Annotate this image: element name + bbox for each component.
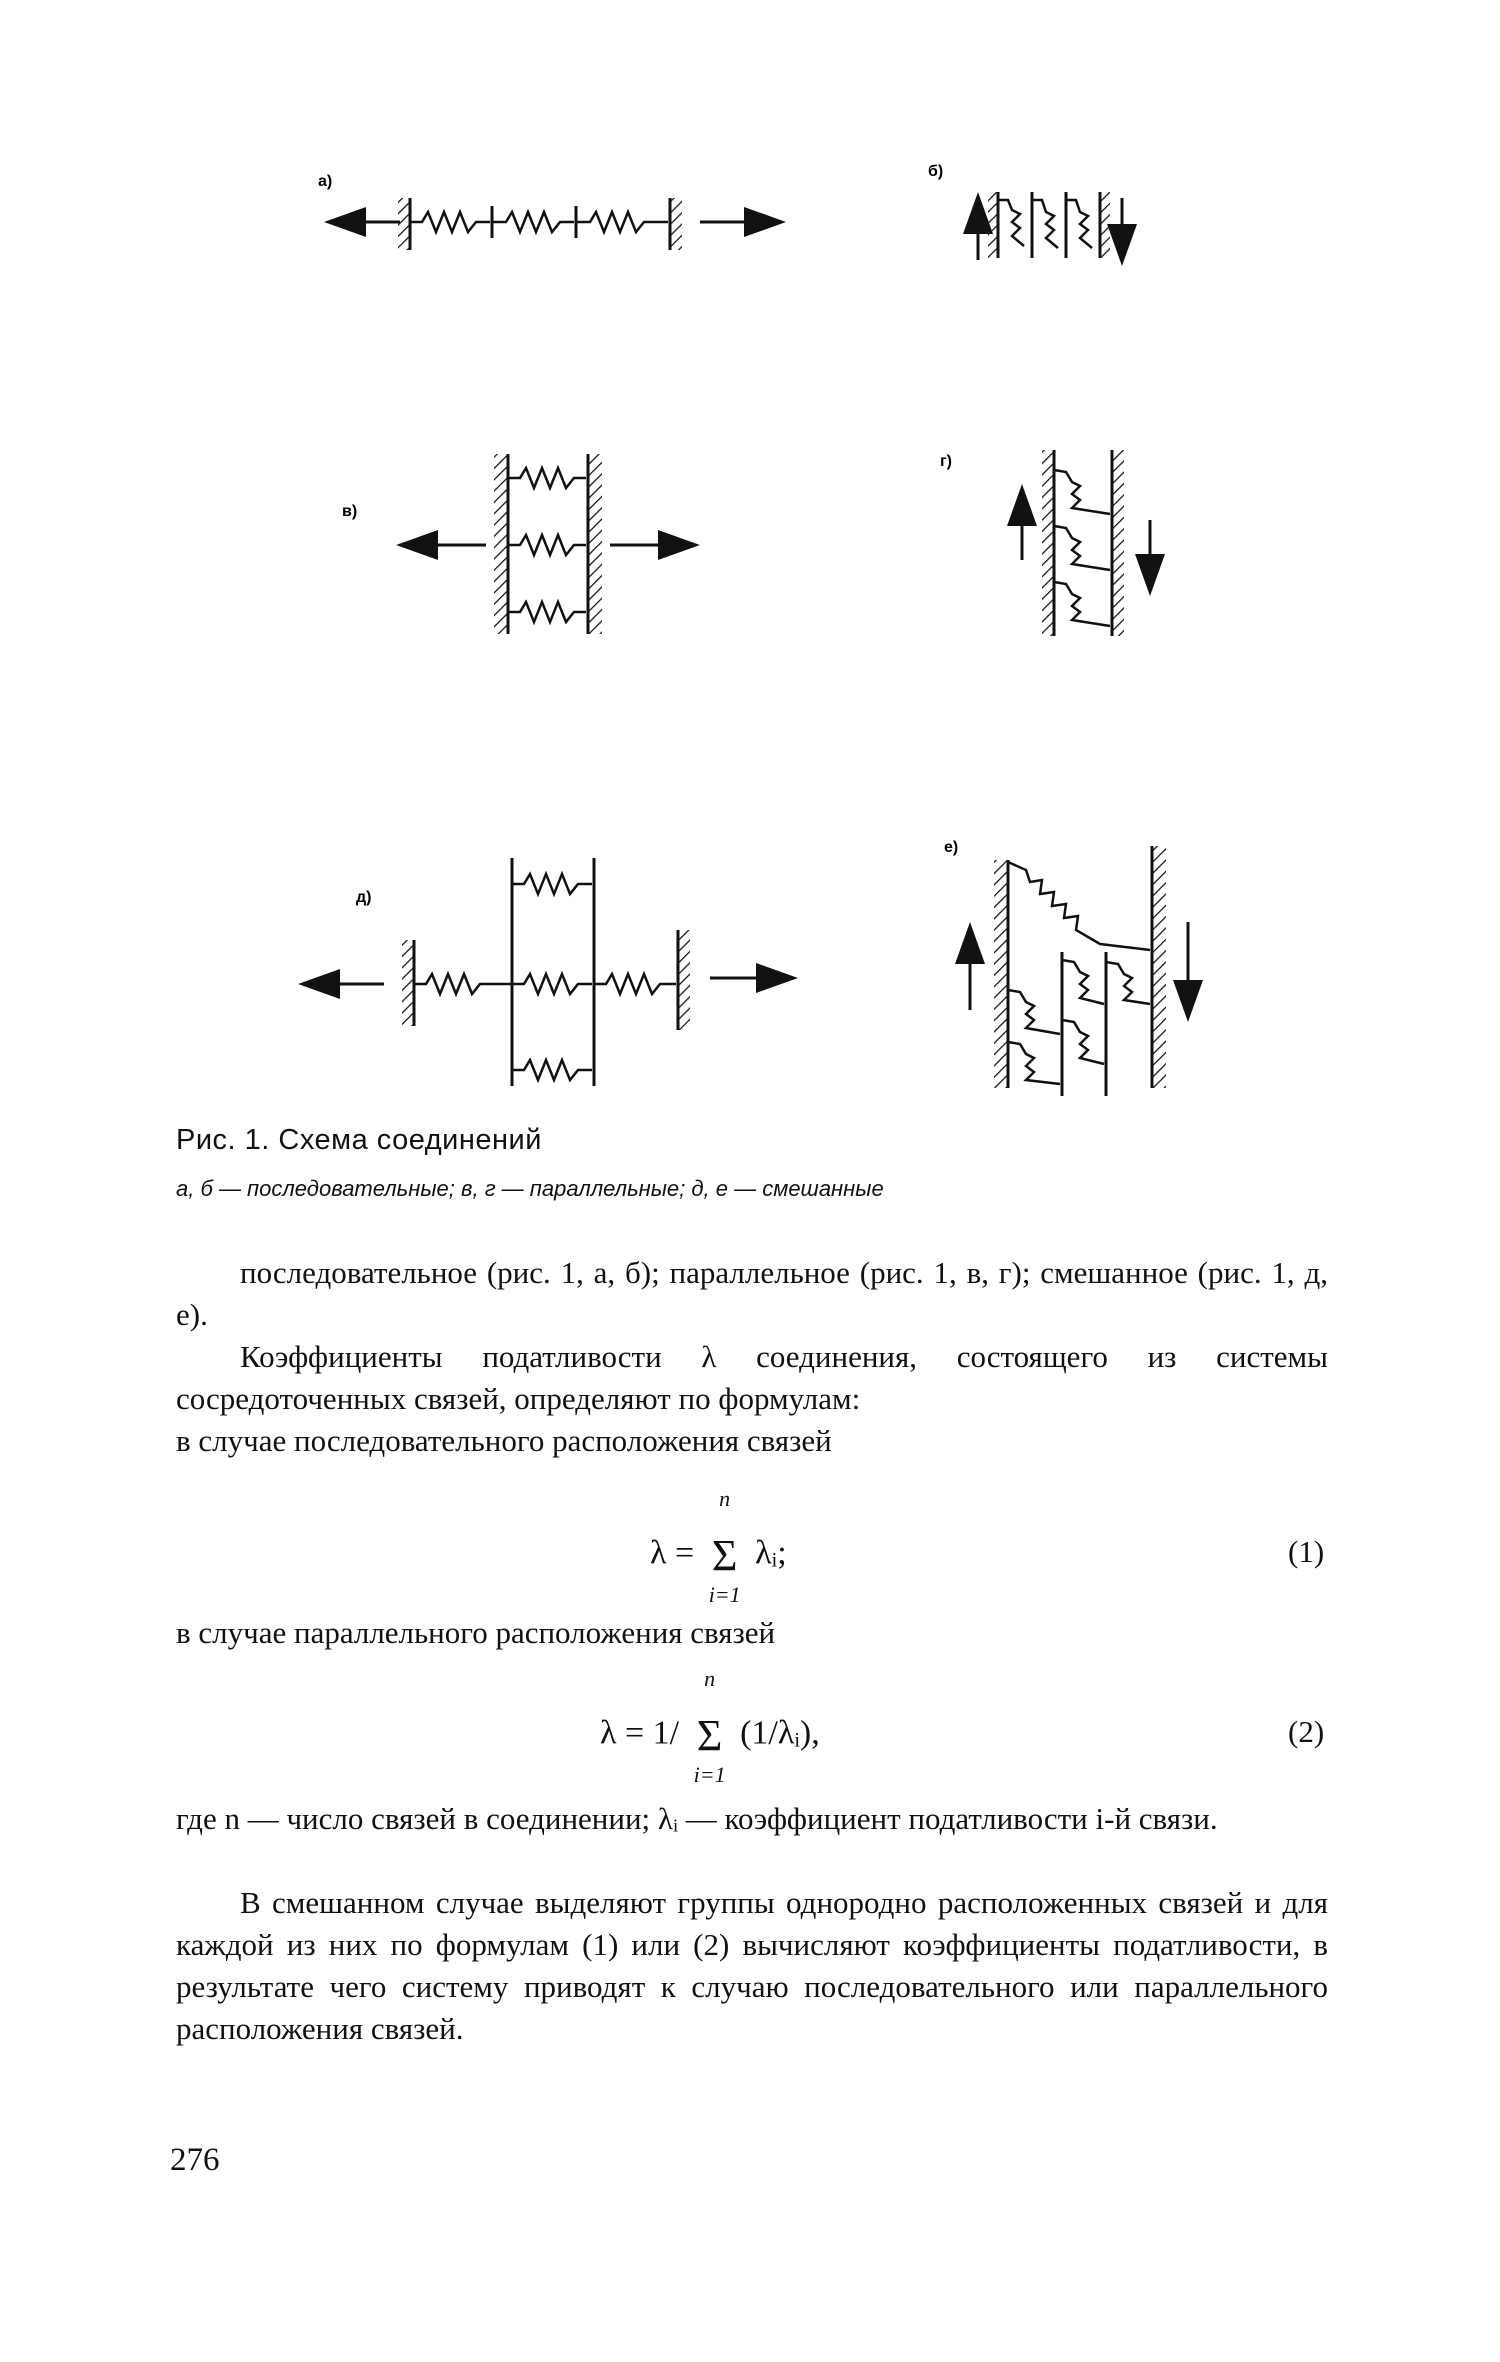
formula-2 xyxy=(600,1666,820,1787)
figure-connection-schemes xyxy=(0,0,1500,1120)
panel-d-mixed-horizontal xyxy=(304,858,792,1086)
panel-label-v: в) xyxy=(342,503,358,520)
formula-2-lhs: λ = 1/ xyxy=(600,1714,680,1752)
paragraph-3: в случае последовательного расположения связей xyxy=(176,1423,832,1458)
figure-caption-title: Рис. 1. Схема соединений xyxy=(176,1124,542,1156)
page-number: 276 xyxy=(170,2142,220,2178)
paragraph-4: в случае параллельного расположения связей xyxy=(176,1615,776,1650)
formula-2-body: (1/λᵢ), xyxy=(740,1714,820,1752)
panel-g-parallel-vertical xyxy=(940,450,1150,636)
formula-2-sum-bottom: i=1 xyxy=(693,1762,726,1787)
panel-label-e: е) xyxy=(944,839,959,856)
panel-label-b: б) xyxy=(928,163,944,180)
formula-1-sum-bottom: i=1 xyxy=(708,1582,741,1607)
equation-number-2: (2) xyxy=(1288,1714,1325,1749)
paragraph-2: Коэффициенты податливости λ соединения, состоящего из системы сосредоточенных связей, определяют по формулам: xyxy=(176,1339,1328,1416)
formula-2-sum-top: n xyxy=(704,1666,716,1691)
paragraph-5: где n — число связей в соединении; λᵢ — коэффициент податливости i-й связи. xyxy=(176,1801,1218,1836)
formula-1-body: λᵢ; xyxy=(755,1534,787,1572)
formula-1 xyxy=(650,1486,787,1607)
formula-1-lhs: λ = xyxy=(650,1534,695,1572)
paragraph-1: последовательное (рис. 1, а, б); параллельное (рис. 1, в, г); смешанное (рис. 1, д, е). xyxy=(176,1255,1328,1332)
panel-label-d: д) xyxy=(356,889,372,906)
sigma-symbol: Σ xyxy=(696,1711,723,1760)
paragraph-6: В смешанном случае выделяют группы однородно расположенных связей и для каждой из них по формулам (1) или (2) вычисляют коэффициенты податливости, в результате чего систему приводят к случаю последовательного или параллельного расположения связей. xyxy=(176,1885,1328,2046)
panel-v-parallel-horizontal xyxy=(342,454,694,634)
equation-number-1: (1) xyxy=(1288,1534,1325,1569)
panel-label-a: а) xyxy=(318,173,333,190)
figure-caption-subtitle: а, б — последовательные; в, г — параллельные; д, е — смешанные xyxy=(176,1176,884,1201)
sigma-symbol: Σ xyxy=(711,1531,738,1580)
panel-label-g: г) xyxy=(940,453,952,470)
formula-1-sum-top: n xyxy=(719,1486,731,1511)
panel-b-series-vertical xyxy=(928,163,1122,260)
panel-e-mixed-vertical xyxy=(944,839,1188,1096)
panel-a-series-horizontal xyxy=(318,173,780,250)
